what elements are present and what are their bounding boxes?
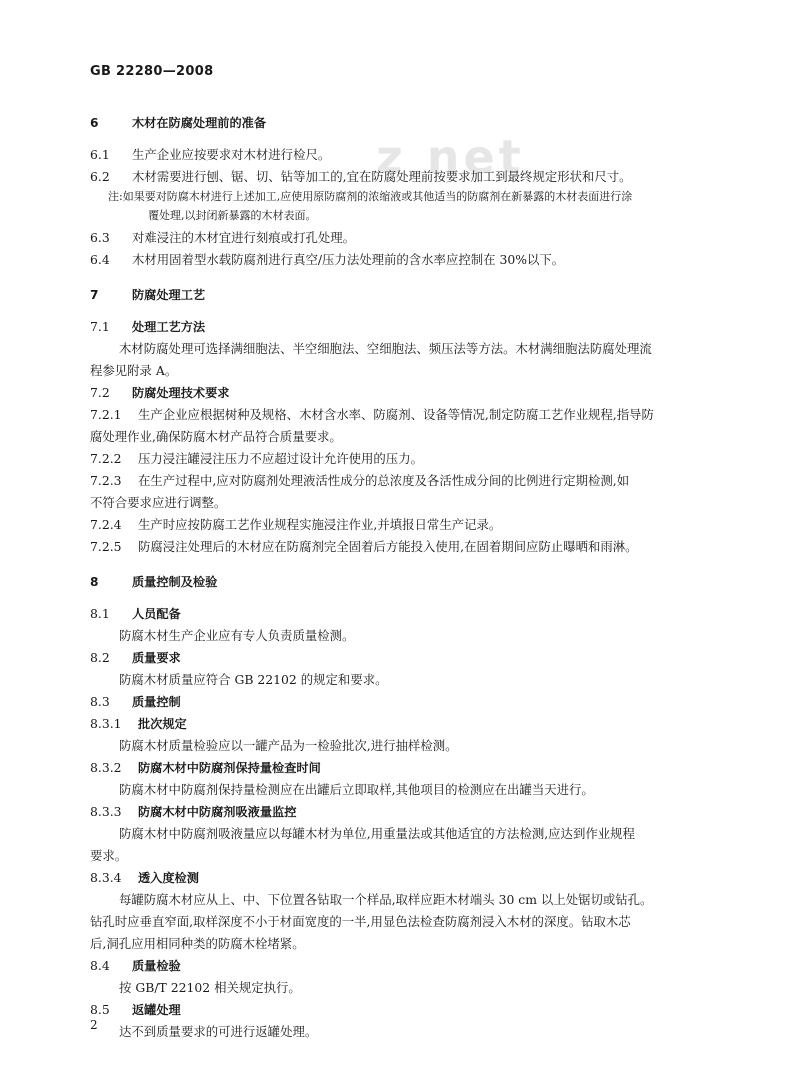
section-title: 木材在防腐处理前的准备 xyxy=(132,116,267,130)
clause-6-2-note: 注:如果要对防腐木材进行上述加工,应使用原防腐剂的浓缩液或其他适当的防腐剂在新暴露的木材表面进行涂 xyxy=(108,190,633,203)
paragraph-7-1-line-2: 程参见附录 A。 xyxy=(90,363,178,378)
section-number: 7 xyxy=(90,288,99,302)
clause-number: 8.3 xyxy=(90,694,110,709)
clause-number: 8.3.3 xyxy=(90,804,122,819)
document-body xyxy=(90,106,718,1041)
paragraph-8-3-4-line-1: 每罐防腐木材应从上、中、下位置各钻取一个样品,取样应距木材端头 30 cm 以上处锯切或钻孔。 xyxy=(119,892,653,907)
clause-7-2-4 xyxy=(90,516,718,534)
paragraph-8-3-4-line-3: 后,洞孔应用相同种类的防腐木栓堵紧。 xyxy=(90,936,305,951)
clause-8-3-1 xyxy=(90,715,718,733)
clause-title: 防腐木材中防腐剂保持量检查时间 xyxy=(138,761,321,775)
clause-number: 7.2.2 xyxy=(90,451,122,466)
clause-8-3 xyxy=(90,693,718,711)
clause-text: 生产企业应根据树种及规格、木材含水率、防腐剂、设备等情况,制定防腐工艺作业规程,指导防 xyxy=(138,407,654,422)
clause-number: 7.2.5 xyxy=(90,539,122,554)
clause-number: 8.4 xyxy=(90,958,110,973)
clause-number: 7.2.3 xyxy=(90,473,122,488)
clause-7-2-1-continued: 腐处理作业,确保防腐木材产品符合质量要求。 xyxy=(90,429,342,444)
section-number: 6 xyxy=(90,116,99,130)
clause-6-2 xyxy=(90,168,718,186)
clause-number: 6.2 xyxy=(90,169,110,184)
clause-number: 7.2 xyxy=(90,385,110,400)
clause-title: 人员配备 xyxy=(132,607,181,621)
clause-title: 质量要求 xyxy=(132,651,181,665)
paragraph-8-3-4-line-2: 钻孔时应垂直窄面,取样深度不小于材面宽度的一半,用显色法检查防腐剂浸入木材的深度。钻取木芯 xyxy=(90,914,631,929)
clause-7-2-3 xyxy=(90,472,718,490)
clause-7-2-1 xyxy=(90,406,718,424)
section-title: 防腐处理工艺 xyxy=(132,288,206,302)
clause-number: 6.1 xyxy=(90,147,110,162)
clause-number: 8.2 xyxy=(90,650,110,665)
clause-text: 木材用固着型水载防腐剂进行真空/压力法处理前的含水率应控制在 30%以下。 xyxy=(132,252,565,267)
section-title: 质量控制及检验 xyxy=(132,575,218,589)
clause-8-3-4 xyxy=(90,869,718,887)
clause-number: 7.2.4 xyxy=(90,517,122,532)
clause-title: 质量检验 xyxy=(132,959,181,973)
paragraph-8-4: 按 GB/T 22102 相关规定执行。 xyxy=(119,980,301,995)
paragraph-8-2: 防腐木材质量应符合 GB 22102 的规定和要求。 xyxy=(119,672,388,687)
paragraph-7-1-line-1: 木材防腐处理可选择满细胞法、半空细胞法、空细胞法、频压法等方法。木材满细胞法防腐处理流 xyxy=(119,341,652,356)
clause-number: 8.3.4 xyxy=(90,870,122,885)
clause-7-2 xyxy=(90,384,718,402)
paragraph-8-5: 达不到质量要求的可进行返罐处理。 xyxy=(119,1024,318,1039)
section-8-heading xyxy=(90,573,718,591)
clause-title: 批次规定 xyxy=(138,717,187,731)
clause-text: 生产企业应按要求对木材进行检尺。 xyxy=(132,147,331,162)
watermark-text: z net xyxy=(376,130,525,184)
clause-7-2-3-continued: 不符合要求应进行调整。 xyxy=(90,495,227,510)
paragraph-8-3-1: 防腐木材质量检验应以一罐产品为一检验批次,进行抽样检测。 xyxy=(119,738,458,753)
clause-7-2-5 xyxy=(90,538,718,556)
clause-number: 8.3.2 xyxy=(90,760,122,775)
paragraph-8-3-2: 防腐木材中防腐剂保持量检测应在出罐后立即取样,其他项目的检测应在出罐当天进行。 xyxy=(119,782,594,797)
clause-number: 6.3 xyxy=(90,230,110,245)
clause-number: 7.1 xyxy=(90,319,110,334)
section-7-heading xyxy=(90,286,718,304)
clause-number: 7.2.1 xyxy=(90,407,122,422)
paragraph-8-3-3-line-1: 防腐木材中防腐剂吸液量应以每罐木材为单位,用重量法或其他适宜的方法检测,应达到作业规程 xyxy=(119,826,635,841)
clause-title: 防腐木材中防腐剂吸液量监控 xyxy=(138,805,297,819)
paragraph-8-3-3-line-2: 要求。 xyxy=(90,848,128,863)
clause-title: 处理工艺方法 xyxy=(132,320,206,334)
clause-title: 防腐处理技术要求 xyxy=(132,386,230,400)
section-6-heading xyxy=(90,114,718,132)
clause-text: 对难浸注的木材宜进行刻痕或打孔处理。 xyxy=(132,230,356,245)
clause-6-2-note-continued: 覆处理,以封闭新暴露的木材表面。 xyxy=(148,209,317,222)
standard-code-header: GB 22280—2008 xyxy=(90,64,214,79)
clause-8-4 xyxy=(90,957,718,975)
clause-text: 防腐浸注处理后的木材应在防腐剂完全固着后方能投入使用,在固着期间应防止曝晒和雨淋。 xyxy=(138,539,638,554)
clause-6-3 xyxy=(90,229,718,247)
clause-8-3-3 xyxy=(90,803,718,821)
clause-8-1 xyxy=(90,605,718,623)
clause-8-5 xyxy=(90,1001,718,1019)
clause-text: 在生产过程中,应对防腐剂处理液活性成分的总浓度及各活性成分间的比例进行定期检测,如 xyxy=(138,473,630,488)
clause-title: 透入度检测 xyxy=(138,871,199,885)
clause-6-4 xyxy=(90,251,718,269)
paragraph-8-1: 防腐木材生产企业应有专人负责质量检测。 xyxy=(119,628,355,643)
clause-title: 质量控制 xyxy=(132,695,181,709)
clause-7-2-2 xyxy=(90,450,718,468)
clause-number: 6.4 xyxy=(90,252,110,267)
clause-8-2 xyxy=(90,649,718,667)
clause-number: 8.3.1 xyxy=(90,716,122,731)
clause-7-1 xyxy=(90,318,718,336)
page-number: 2 xyxy=(90,1018,98,1032)
clause-8-3-2 xyxy=(90,759,718,777)
clause-6-1 xyxy=(90,146,718,164)
clause-text: 压力浸注罐浸注压力不应超过设计允许使用的压力。 xyxy=(138,451,423,466)
clause-text: 木材需要进行刨、锯、切、钻等加工的,宜在防腐处理前按要求加工到最终规定形状和尺寸。 xyxy=(132,169,632,184)
section-number: 8 xyxy=(90,575,99,589)
clause-number: 8.5 xyxy=(90,1002,110,1017)
clause-title: 返罐处理 xyxy=(132,1003,181,1017)
clause-number: 8.1 xyxy=(90,606,110,621)
clause-text: 生产时应按防腐工艺作业规程实施浸注作业,并填报日常生产记录。 xyxy=(138,517,502,532)
